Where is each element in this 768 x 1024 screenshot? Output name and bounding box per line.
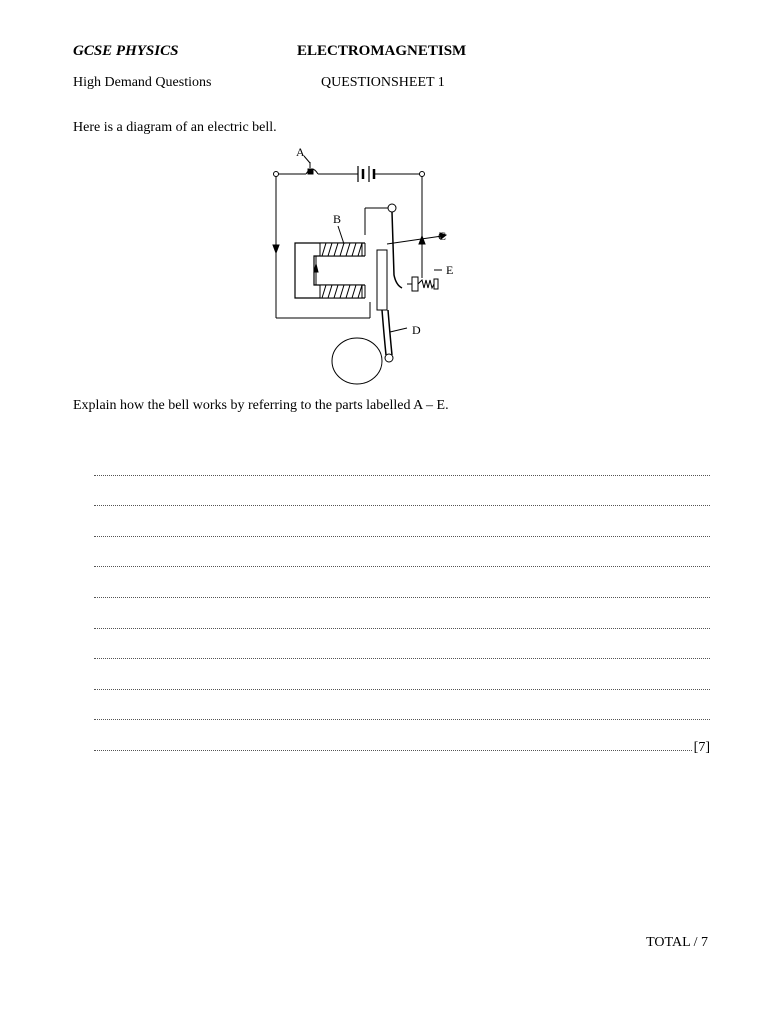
answer-line[interactable] <box>94 445 710 476</box>
answer-line[interactable] <box>94 629 710 660</box>
answer-line[interactable] <box>94 690 710 721</box>
answer-line[interactable] <box>94 567 710 598</box>
intro-text: Here is a diagram of an electric bell. <box>73 120 277 135</box>
current-arrow-right <box>419 236 425 244</box>
marks-label: [7] <box>693 739 710 755</box>
label-c: C <box>438 229 447 243</box>
label-b: B <box>333 212 342 226</box>
spring-strip <box>392 212 402 288</box>
switch-contact <box>308 169 313 174</box>
answer-line[interactable] <box>94 506 710 537</box>
answer-line[interactable] <box>94 476 710 507</box>
gong <box>332 338 382 384</box>
subject-title: GCSE PHYSICS <box>73 43 179 59</box>
question-text: Explain how the bell works by referring to the parts labelled A – E. <box>73 398 449 413</box>
answer-line[interactable] <box>94 659 710 690</box>
answer-area[interactable] <box>94 445 710 755</box>
electric-bell-diagram <box>262 140 462 390</box>
label-d: D <box>412 323 421 337</box>
screw-thread <box>418 280 434 288</box>
hammer-arm <box>382 310 386 355</box>
answer-line[interactable] <box>94 537 710 568</box>
topic-title: ELECTROMAGNETISM <box>297 43 467 59</box>
answer-line[interactable] <box>94 720 710 755</box>
total-score: TOTAL / 7 <box>646 935 708 950</box>
contact-screw <box>412 277 418 291</box>
armature <box>377 250 387 310</box>
level-label: High Demand Questions <box>73 75 212 90</box>
label-a: A <box>296 145 305 159</box>
label-e: E <box>446 263 454 277</box>
current-arrow-left <box>273 245 279 253</box>
pivot-top <box>388 204 396 212</box>
hammer-head <box>385 354 393 362</box>
answer-line[interactable] <box>94 598 710 629</box>
sheet-label: QUESTIONSHEET 1 <box>321 75 445 90</box>
